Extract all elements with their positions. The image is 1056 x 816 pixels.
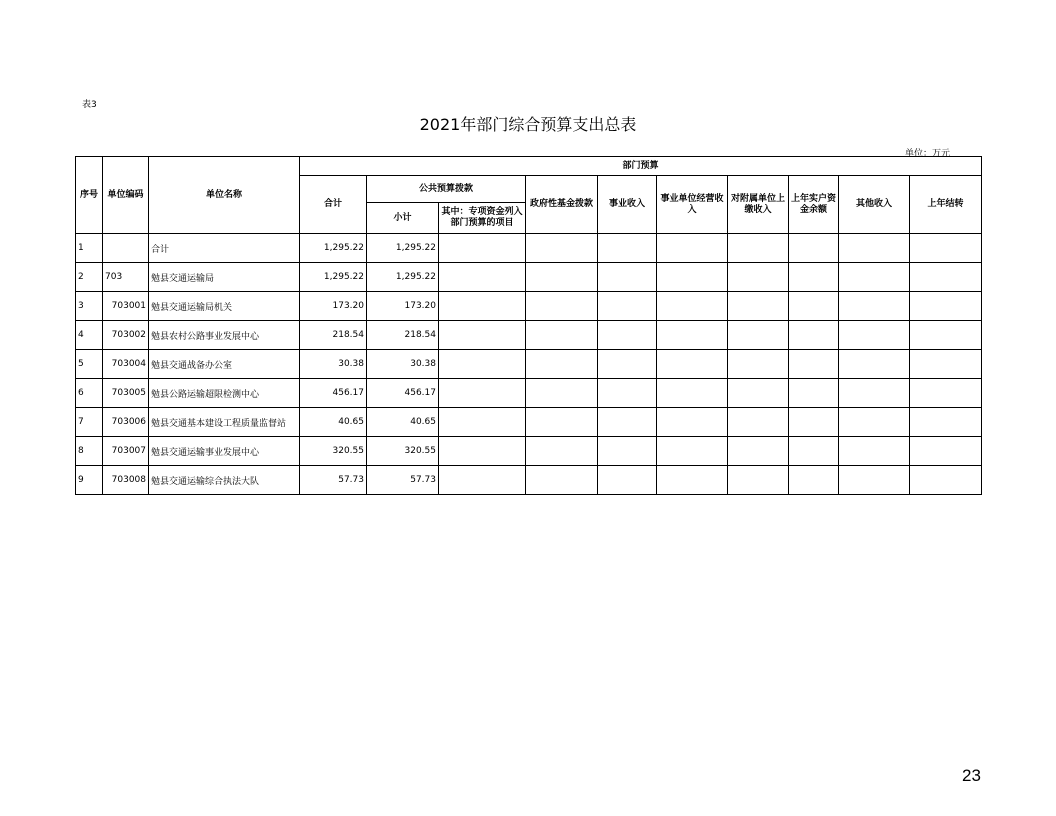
page-title: 2021年部门综合预算支出总表 xyxy=(419,115,637,134)
row-code: 703004 xyxy=(103,350,149,379)
row-code: 703005 xyxy=(103,379,149,408)
row-seq: 3 xyxy=(76,292,103,321)
row-name: 勉县交通运输局机关 xyxy=(149,292,300,321)
row-total: 456.17 xyxy=(300,379,367,408)
header-unit-code: 单位编码 xyxy=(103,157,149,234)
row-code: 703002 xyxy=(103,321,149,350)
row-code: 703006 xyxy=(103,408,149,437)
table-row xyxy=(76,437,982,466)
row-total: 40.65 xyxy=(300,408,367,437)
table-row xyxy=(76,292,982,321)
row-code: 703007 xyxy=(103,437,149,466)
table-row xyxy=(76,263,982,292)
table-row xyxy=(76,466,982,495)
header-total: 合计 xyxy=(300,176,367,234)
row-code: 703008 xyxy=(103,466,149,495)
row-total: 30.38 xyxy=(300,350,367,379)
header-subtotal: 小计 xyxy=(367,203,439,234)
row-code: 703 xyxy=(103,263,149,292)
table-row xyxy=(76,350,982,379)
row-total: 173.20 xyxy=(300,292,367,321)
table-number-label: 表3 xyxy=(82,100,97,110)
header-business-income: 事业收入 xyxy=(598,176,657,234)
budget-expenditure-table xyxy=(75,156,982,495)
row-name: 勉县交通战备办公室 xyxy=(149,350,300,379)
header-public-budget: 公共预算拨款 xyxy=(367,176,526,203)
row-total: 1,295.22 xyxy=(300,263,367,292)
table-row xyxy=(76,321,982,350)
row-seq: 5 xyxy=(76,350,103,379)
header-other-income: 其他收入 xyxy=(839,176,910,234)
row-seq: 2 xyxy=(76,263,103,292)
row-name: 勉县交通运输事业发展中心 xyxy=(149,437,300,466)
header-seq: 序号 xyxy=(76,157,103,234)
header-gov-fund: 政府性基金拨款 xyxy=(526,176,598,234)
row-name: 勉县交通运输综合执法大队 xyxy=(149,466,300,495)
row-seq: 4 xyxy=(76,321,103,350)
row-subtotal: 1,295.22 xyxy=(367,234,439,263)
row-name: 勉县公路运输超限检测中心 xyxy=(149,379,300,408)
row-seq: 6 xyxy=(76,379,103,408)
header-prev-carryover: 上年结转 xyxy=(910,176,982,234)
row-name: 勉县交通基本建设工程质量监督站 xyxy=(149,408,300,437)
table-row xyxy=(76,234,982,263)
unit-label: 单位：万元 xyxy=(905,149,951,159)
row-subtotal: 320.55 xyxy=(367,437,439,466)
row-name: 勉县农村公路事业发展中心 xyxy=(149,321,300,350)
header-unit-name: 单位名称 xyxy=(149,157,300,234)
row-total: 320.55 xyxy=(300,437,367,466)
header-special-funds: 其中：专项资金列入部门预算的项目 xyxy=(439,203,526,234)
table-row xyxy=(76,379,982,408)
header-carryover-balance: 上年实户资金余额 xyxy=(789,176,839,234)
row-name: 合计 xyxy=(149,234,300,263)
row-subtotal: 218.54 xyxy=(367,321,439,350)
row-subtotal: 1,295.22 xyxy=(367,263,439,292)
row-subtotal: 30.38 xyxy=(367,350,439,379)
row-total: 218.54 xyxy=(300,321,367,350)
row-subtotal: 57.73 xyxy=(367,466,439,495)
row-subtotal: 456.17 xyxy=(367,379,439,408)
page-number: 23 xyxy=(962,766,981,785)
row-code xyxy=(103,234,149,263)
row-seq: 8 xyxy=(76,437,103,466)
row-seq: 9 xyxy=(76,466,103,495)
table-row xyxy=(76,408,982,437)
header-subsidiary-income: 对附属单位上缴收入 xyxy=(728,176,789,234)
row-name: 勉县交通运输局 xyxy=(149,263,300,292)
row-total: 1,295.22 xyxy=(300,234,367,263)
row-subtotal: 40.65 xyxy=(367,408,439,437)
row-subtotal: 173.20 xyxy=(367,292,439,321)
row-total: 57.73 xyxy=(300,466,367,495)
header-operating-income: 事业单位经营收入 xyxy=(657,176,728,234)
row-seq: 7 xyxy=(76,408,103,437)
header-dept-budget: 部门预算 xyxy=(300,157,982,176)
row-code: 703001 xyxy=(103,292,149,321)
row-seq: 1 xyxy=(76,234,103,263)
